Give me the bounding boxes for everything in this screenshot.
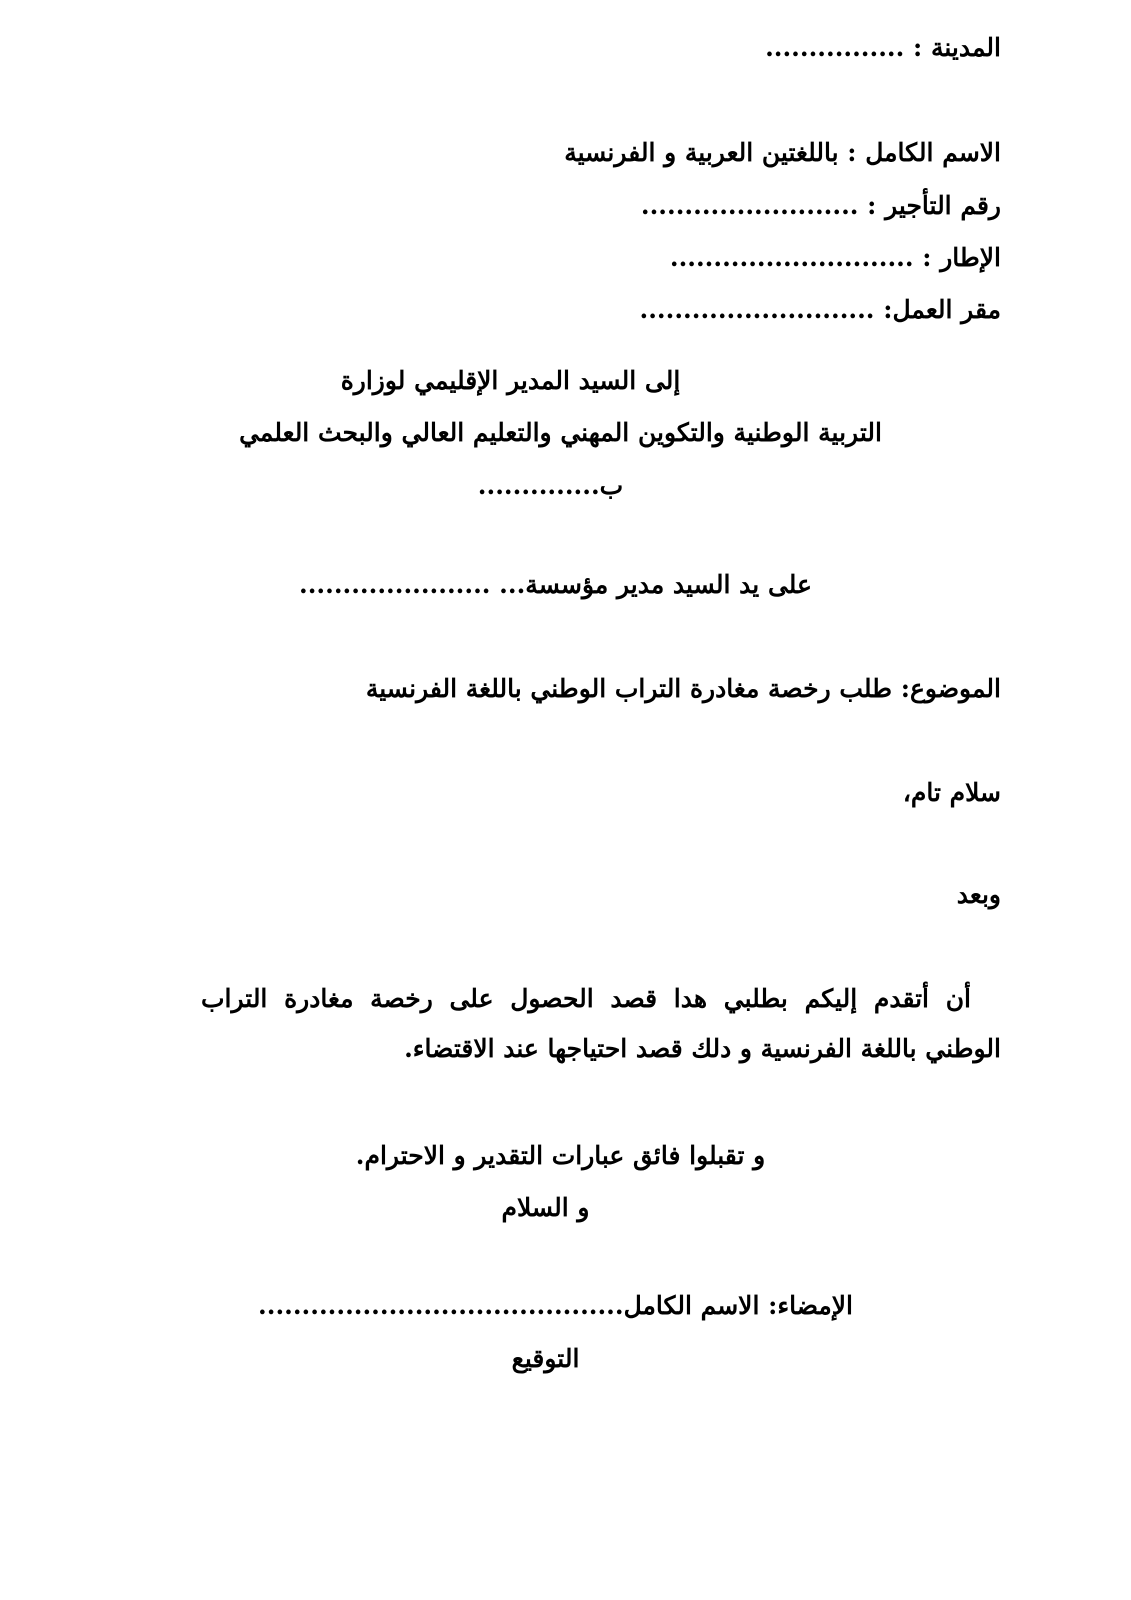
subject-line: الموضوع: طلب رخصة مغادرة التراب الوطني باللغة الفرنسية xyxy=(365,674,1001,703)
signature-label: التوقيع xyxy=(511,1344,580,1373)
body-paragraph: أن أتقدم إليكم بطلبي هدا قصد الحصول على رخصة مغادرة التراب الوطني باللغة الفرنسية و دلك قصد احتياجها عند الاقتضاء. xyxy=(201,984,1001,1063)
employee-number-field: رقم التأجير : ......................... xyxy=(640,191,1001,220)
full-name-field: الاسم الكامل : باللغتين العربية و الفرنسية xyxy=(564,138,1001,167)
closing-line-1: و تقبلوا فائق عبارات التقدير و الاحترام. xyxy=(355,1141,766,1170)
closing-line-2: و السلام xyxy=(501,1193,590,1222)
signature-name-line: الإمضاء: الاسم الكامل.......................................... xyxy=(258,1291,853,1320)
recipient-line-2: التربية الوطنية والتكوين المهني والتعليم العالي والبحث العلمي xyxy=(239,418,882,447)
recipient-line-1: إلى السيد المدير الإقليمي لوزارة xyxy=(340,366,681,395)
grade-field: الإطار : ............................ xyxy=(669,243,1001,272)
recipient-line-3: ب.............. xyxy=(477,471,624,500)
after-line: وبعد xyxy=(956,880,1001,909)
greeting-line: سلام تام، xyxy=(902,778,1001,807)
workplace-field: مقر العمل: ........................... xyxy=(639,295,1001,324)
city-field: المدينة : ................ xyxy=(765,33,1001,62)
via-director-line: على يد السيد مدير مؤسسة... ...................... xyxy=(299,570,812,599)
